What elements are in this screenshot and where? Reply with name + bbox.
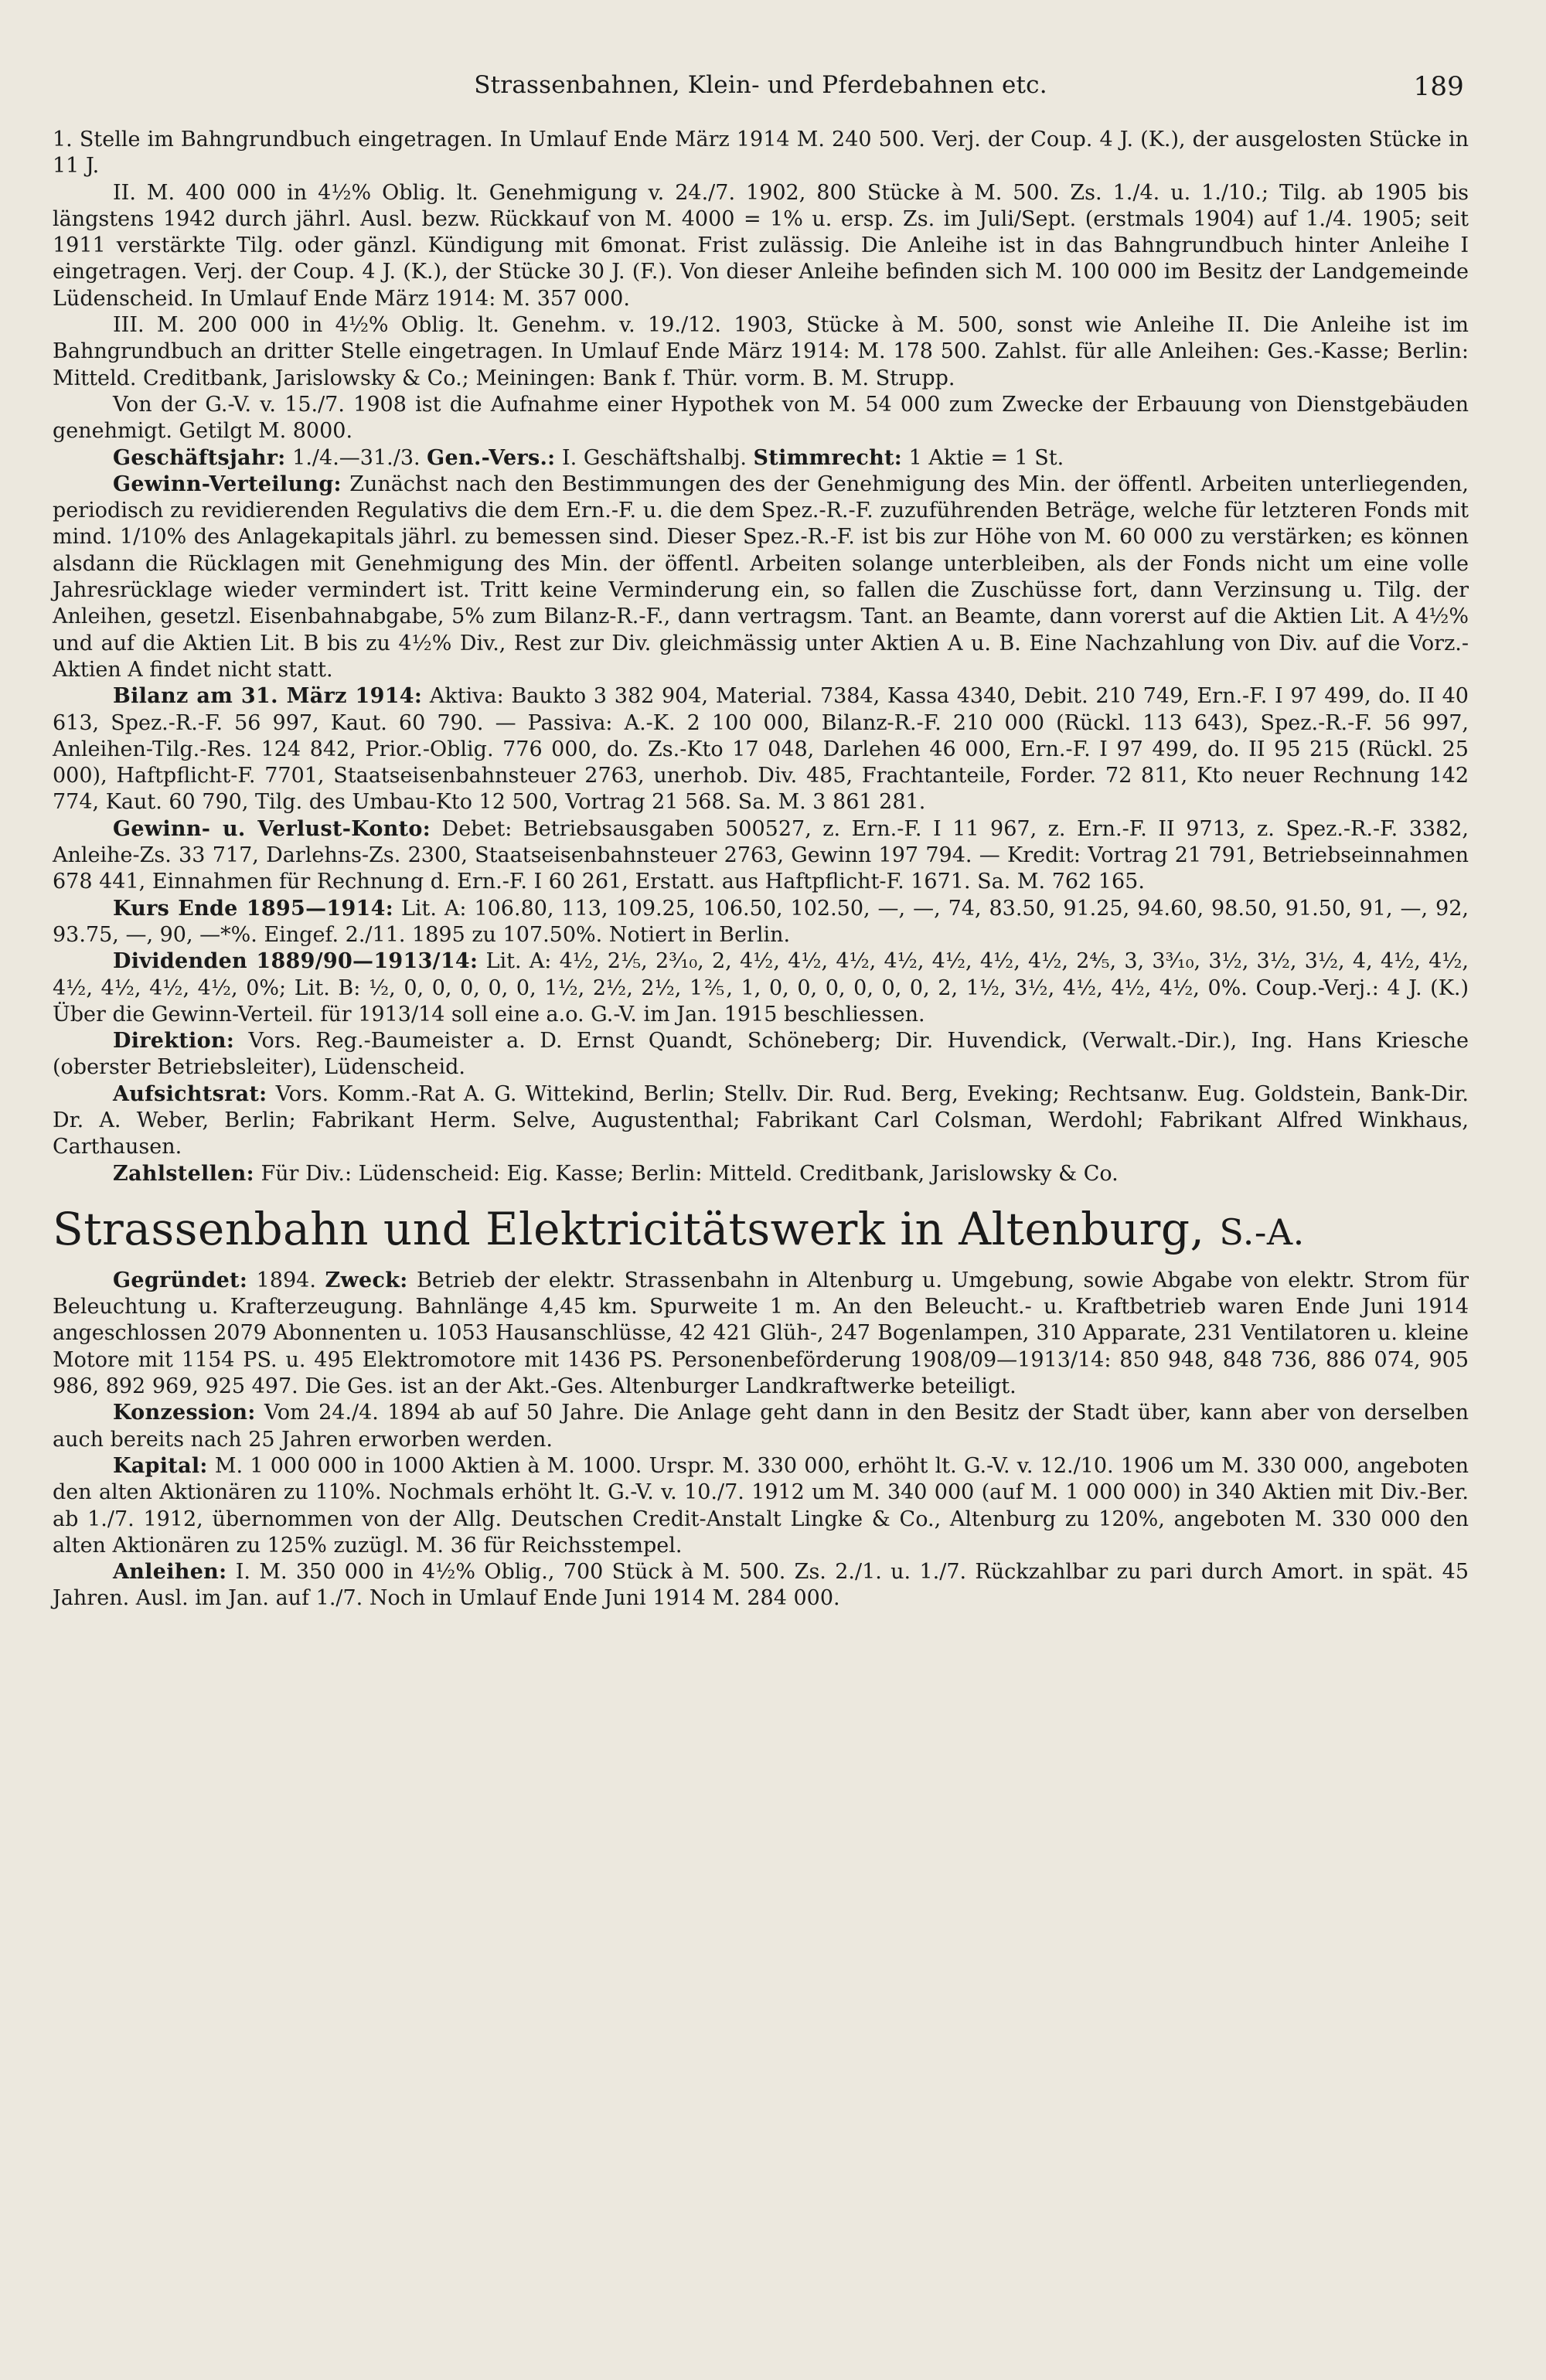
paragraph: III. M. 200 000 in 4½% Oblig. lt. Genehm. v. 19./12. 1903, Stücke à M. 500, sonst wie Anleihe II. Die Anleihe ist im Bahngrundbuch an dritter Stelle eingetragen. In Umlauf Ende März 1914: M. 178 500. Zahlst. für alle Anleihen: Ges.-Kasse; Berlin: Mitteld. Creditbank, Jarislowsky & Co.; Meiningen: Bank f. Thür. vorm. B. M. Strupp. (53, 313, 1469, 390)
page-number: 189 (1413, 71, 1464, 102)
paragraph: Anleihen: I. M. 350 000 in 4½% Oblig., 700 Stück à M. 500. Zs. 2./1. u. 1./7. Rückzahlbar zu pari durch Amort. in spät. 45 Jahren. Ausl. im Jan. auf 1./7. Noch in Umlauf Ende Juni 1914 M. 284 000. (53, 1560, 1469, 1611)
paragraph: Gewinn- u. Verlust-Konto: Debet: Betriebsausgaben 500527, z. Ern.-F. I 11 967, z. Ern.-F. II 9713, z. Spez.-R.-F. 3382, Anleihe-Zs. 33 717, Darlehns-Zs. 2300, Staatseisenbahnsteuer 2763, Gewinn 197 794. — Kredit: Vortrag 21 791, Betriebseinnahmen 678 441, Einnahmen für Rechnung d. Ern.-F. I 60 261, Erstatt. aus Haftpflicht-F. 1671. Sa. M. 762 165. (53, 816, 1469, 894)
paragraph: Direktion: Vors. Reg.-Baumeister a. D. Ernst Quandt, Schöneberg; Dir. Huvendick, (Verwalt.-Dir.), Ing. Hans Kriesche (oberster Betriebsleiter), Lüdenscheid. (53, 1029, 1469, 1080)
paragraph: Konzession: Vom 24./4. 1894 ab auf 50 Jahre. Die Anlage geht dann in den Besitz der Stadt über, kann aber von derselben auch bereits nach 25 Jahren erworben werden. (53, 1401, 1469, 1452)
paragraph: Kapital: M. 1 000 000 in 1000 Aktien à M. 1000. Urspr. M. 330 000, erhöht lt. G.-V. v. 12./10. 1906 um M. 330 000, angeboten den alten Aktionären zu 110%. Nochmals erhöht lt. G.-V. v. 10./7. 1912 um M. 340 000 (auf M. 1 000 000) in 340 Aktien mit Div.-Ber. ab 1./7. 1912, übernommen von der Allg. Deutschen Credit-Anstalt Lingke & Co., Altenburg zu 120%, angeboten M. 330 000 den alten Aktionären zu 125% zuzügl. M. 36 für Reichsstempel. (53, 1453, 1469, 1558)
paragraph: Zahlstellen: Für Div.: Lüdenscheid: Eig. Kasse; Berlin: Mitteld. Creditbank, Jarislowsky & Co. (113, 1161, 1119, 1186)
paragraph: Aufsichtsrat: Vors. Komm.-Rat A. G. Wittekind, Berlin; Stellv. Dir. Rud. Berg, Eveking; Rechtsanw. Eug. Goldstein, Bank-Dir. Dr. A. Weber, Berlin; Fabrikant Herm. Selve, Augustenthal; Fabrikant Carl Colsman, Werdohl; Fabrikant Alfred Winkhaus, Carthausen. (53, 1081, 1469, 1159)
section-heading: Strassenbahn und Elektricitätswerk in Altenburg, S.-A. (53, 1202, 1305, 1255)
paragraph: Dividenden 1889/90—1913/14: Lit. A: 4½, 2⅕, 2³⁄₁₀, 2, 4½, 4½, 4½, 4½, 4½, 4½, 4½, 2⁴⁄₅, 3, 3³⁄₁₀, 3½, 3½, 3½, 4, 4½, 4½, 4½, 4½, 4½, 4½, 0%; Lit. B: ½, 0, 0, 0, 0, 0, 1½, 2½, 2½, 1⅖, 1, 0, 0, 0, 0, 0, 0, 2, 1½, 3½, 4½, 4½, 4½, 0%. Coup.-Verj.: 4 J. (K.) Über die Gewinn-Verteil. für 1913/14 soll eine a.o. G.-V. im Jan. 1915 beschliessen. (53, 949, 1469, 1027)
paragraph: Von der G.-V. v. 15./7. 1908 ist die Aufnahme einer Hypothek von M. 54 000 zum Zwecke der Erbauung von Dienstgebäuden genehmigt. Getilgt M. 8000. (53, 392, 1469, 444)
paragraph: Kurs Ende 1895—1914: Lit. A: 106.80, 113, 109.25, 106.50, 102.50, —, —, 74, 83.50, 91.25, 94.60, 98.50, 91.50, 91, —, 92, 93.75, —, 90, —*%. Eingef. 2./11. 1895 zu 107.50%. Notiert in Berlin. (53, 896, 1469, 947)
paragraph: 1. Stelle im Bahngrundbuch eingetragen. In Umlauf Ende März 1914 M. 240 500. Verj. der Coup. 4 J. (K.), der ausgelosten Stücke in 11 J. (53, 128, 1469, 179)
paragraph: Bilanz am 31. März 1914: Aktiva: Baukto 3 382 904, Material. 7384, Kassa 4340, Debit. 210 749, Ern.-F. I 97 499, do. II 40 613, Spez.-R.-F. 56 997, Kaut. 60 790. — Passiva: A.-K. 2 100 000, Bilanz-R.-F. 210 000 (Rückl. 113 643), Spez.-R.-F. 56 997, Anleihen-Tilg.-Res. 124 842, Prior.-Oblig. 776 000, do. Zs.-Kto 17 048, Darlehen 46 000, Ern.-F. I 97 499, do. II 95 215 (Rückl. 25 000), Haftpflicht-F. 7701, Staatseisenbahnsteuer 2763, unerhob. Div. 485, Frachtanteile, Forder. 72 811, Kto neuer Rechnung 142 774, Kaut. 60 790, Tilg. des Umbau-Kto 12 500, Vortrag 21 568. Sa. M. 3 861 281. (53, 684, 1469, 815)
paragraph: Gegründet: 1894. Zweck: Betrieb der elektr. Strassenbahn in Altenburg u. Umgebung, sowie Abgabe von elektr. Strom für Beleuchtung u. Krafterzeugung. Bahnlänge 4,45 km. Spurweite 1 m. An den Beleucht.- u. Kraftbetrieb waren Ende Juni 1914 angeschlossen 2079 Abonnenten u. 1053 Hausanschlüsse, 42 421 Glüh-, 247 Bogenlampen, 310 Apparate, 231 Ventilatoren u. kleine Motore mit 1154 PS. u. 495 Elektromotore mit 1436 PS. Personenbeförderung 1908/09—1913/14: 850 948, 848 736, 886 074, 905 986, 892 969, 925 497. Die Ges. ist an der Akt.-Ges. Altenburger Landkraftwerke beteiligt. (53, 1268, 1469, 1399)
page-body (53, 127, 1469, 1612)
paragraph: II. M. 400 000 in 4½% Oblig. lt. Genehmigung v. 24./7. 1902, 800 Stücke à M. 500. Zs. 1./4. u. 1./10.; Tilg. ab 1905 bis längstens 1942 durch jährl. Ausl. bezw. Rückkauf von M. 4000 = 1% u. ersp. Zs. im Juli/Sept. (erstmals 1904) auf 1./4. 1905; seit 1911 verstärkte Tilg. oder gänzl. Kündigung mit 6monat. Frist zulässig. Die Anleihe ist in das Bahngrundbuch hinter Anleihe I eingetragen. Verj. der Coup. 4 J. (K.), der Stücke 30 J. (F.). Von dieser Anleihe befinden sich M. 100 000 im Besitz der Landgemeinde Lüdenscheid. In Umlauf Ende März 1914: M. 357 000. (53, 180, 1469, 311)
page-header (53, 71, 1469, 127)
running-title: Strassenbahnen, Klein- und Pferdebahnen etc. (474, 71, 1047, 99)
paragraph: Gewinn-Verteilung: Zunächst nach den Bestimmungen des der Genehmigung des Min. der öffentl. Arbeiten unterliegenden, periodisch zu revidierenden Regulativs die dem Ern.-F. u. die dem Spez.-R.-F. zuzuführenden Beträge, welche für letzteren Fonds mit mind. 1/10% des Anlagekapitals jährl. zu bemessen sind. Dieser Spez.-R.-F. ist bis zur Höhe von M. 60 000 zu verstärken; es können alsdann die Rücklagen mit Genehmigung des Min. der öffentl. Arbeiten solange unterbleiben, als der Fonds nicht um eine volle Jahresrücklage wieder vermindert ist. Tritt keine Verminderung ein, so fallen die Zuschüsse fort, dann Verzinsung u. Tilg. der Anleihen, gesetzl. Eisenbahnabgabe, 5% zum Bilanz-R.-F., dann vertragsm. Tant. an Beamte, dann vorerst auf die Aktien Lit. A 4½% und auf die Aktien Lit. B bis zu 4½% Div., Rest zur Div. gleichmässig unter Aktien A u. B. Eine Nachzahlung von Div. auf die Vorz.-Aktien A findet nicht statt. (53, 472, 1469, 682)
paragraph: Geschäftsjahr: 1./4.—31./3. Gen.-Vers.: I. Geschäftshalbj. Stimmrecht: 1 Aktie = 1 St. (113, 445, 1064, 470)
